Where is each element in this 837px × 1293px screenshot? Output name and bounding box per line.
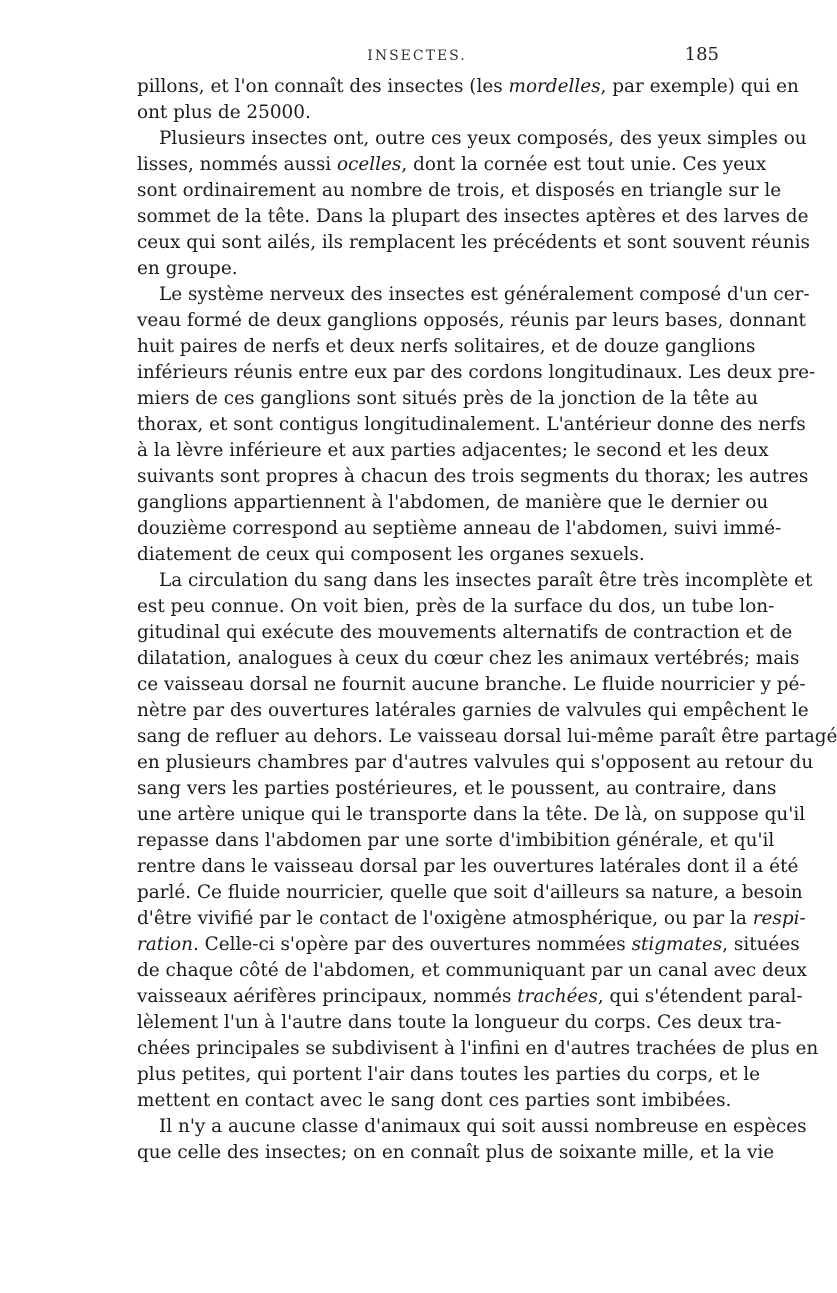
text-line	[115, 828, 775, 854]
text-line	[115, 672, 806, 698]
text-run: thorax, et sont contigus longitudinalement. L'antérieur donne des nerfs	[137, 414, 806, 435]
text-line	[115, 204, 809, 230]
text-run: , qui s'étendent paral-	[597, 986, 803, 1007]
text-run: ceux qui sont ailés, ils remplacent les précédents et sont souvent réunis	[137, 232, 810, 253]
text-line	[115, 100, 719, 126]
text-line	[115, 282, 810, 308]
paragraph	[115, 568, 837, 1114]
text-run: lisses, nommés aussi	[137, 154, 338, 175]
text-run: sang vers les parties postérieures, et le poussent, au contraire, dans	[137, 778, 777, 799]
text-line	[115, 412, 806, 438]
text-line	[115, 360, 816, 386]
text-line	[115, 906, 806, 932]
body-text	[115, 74, 837, 1166]
text-line	[115, 646, 800, 672]
text-line	[115, 152, 767, 178]
text-run: Plusieurs insectes ont, outre ces yeux composés, des yeux simples ou	[159, 128, 807, 149]
text-line	[115, 698, 809, 724]
text-run: à la lèvre inférieure et aux parties adjacentes; le second et les deux	[137, 440, 769, 461]
text-line	[115, 1140, 775, 1166]
text-run: rentre dans le vaisseau dorsal par les ouvertures latérales dont il a été	[137, 856, 799, 877]
text-run: gitudinal qui exécute des mouvements alternatifs de contraction et de	[137, 622, 793, 643]
text-run: une artère unique qui le transporte dans la tête. De là, on suppose qu'il	[137, 804, 806, 825]
text-line	[115, 126, 807, 152]
text-run: douzième correspond au septième anneau de l'abdomen, suivi immé-	[137, 518, 782, 539]
text-run: vaisseaux aérifères principaux, nommés	[137, 986, 518, 1007]
text-run: inférieurs réunis entre eux par des cordons longitudinaux. Les deux pre-	[137, 362, 816, 383]
italic-term: ocelles	[337, 154, 402, 175]
text-line	[115, 542, 719, 568]
text-run: Il n'y a aucune classe d'animaux qui soit aussi nombreuse en espèces	[159, 1116, 807, 1137]
text-line	[115, 802, 806, 828]
running-header	[115, 44, 719, 74]
paragraph	[115, 126, 810, 282]
italic-term: ration	[137, 934, 193, 955]
text-line	[115, 516, 782, 542]
text-line	[115, 386, 759, 412]
text-run: de chaque côté de l'abdomen, et communiquant par un canal avec deux	[137, 960, 807, 981]
italic-term: stigmates	[631, 934, 723, 955]
text-run: ganglions appartiennent à l'abdomen, de manière que le dernier ou	[137, 492, 769, 513]
text-line	[115, 178, 782, 204]
text-line	[115, 594, 775, 620]
text-run: en plusieurs chambres par d'autres valvules qui s'opposent au retour du	[137, 752, 814, 773]
text-line	[115, 620, 793, 646]
text-run: suivants sont propres à chacun des trois segments du thorax; les autres	[137, 466, 809, 487]
text-line	[115, 74, 799, 100]
text-run: ont plus de 25000.	[137, 102, 311, 123]
text-run: ce vaisseau dorsal ne fournit aucune branche. Le fluide nourricier y pé-	[137, 674, 806, 695]
text-run: , dont la cornée est tout unie. Ces yeux	[401, 154, 767, 175]
text-run: lèlement l'un à l'autre dans toute la longueur du corps. Ces deux tra-	[137, 1012, 782, 1033]
text-run: est peu connue. On voit bien, près de la surface du dos, un tube lon-	[137, 596, 775, 617]
text-line	[115, 256, 719, 282]
text-run: diatement de ceux qui composent les organes sexuels.	[137, 544, 645, 565]
text-run: pillons, et l'on connaît des insectes (les	[137, 76, 509, 97]
page-number: 185	[684, 44, 719, 65]
running-title: INSECTES.	[367, 48, 467, 64]
paragraph	[115, 1114, 807, 1166]
text-line	[115, 724, 837, 750]
text-line	[115, 776, 777, 802]
text-run: . Celle-ci s'opère par des ouvertures nommées	[192, 934, 632, 955]
text-line	[115, 1062, 761, 1088]
italic-term: mordelles	[508, 76, 601, 97]
text-line	[115, 230, 810, 256]
text-line	[115, 854, 799, 880]
text-run: veau formé de deux ganglions opposés, réunis par leurs bases, donnant	[137, 310, 806, 331]
text-run: en groupe.	[137, 258, 238, 279]
text-run: repasse dans l'abdomen par une sorte d'imbibition générale, et qu'il	[137, 830, 775, 851]
text-line	[115, 568, 813, 594]
text-run: dilatation, analogues à ceux du cœur chez les animaux vertébrés; mais	[137, 648, 800, 669]
text-line	[115, 1036, 819, 1062]
text-run: , situées	[722, 934, 800, 955]
text-run: Le système nerveux des insectes est généralement composé d'un cer-	[159, 284, 810, 305]
text-line	[115, 1088, 732, 1114]
text-line	[115, 984, 803, 1010]
text-run: sang de refluer au dehors. Le vaisseau dorsal lui-même paraît être partagé	[137, 726, 837, 747]
italic-term: trachées	[517, 986, 598, 1007]
paragraph	[115, 282, 816, 568]
text-run: mettent en contact avec le sang dont ces parties sont imbibées.	[137, 1090, 732, 1111]
book-page	[115, 44, 837, 1166]
text-run: huit paires de nerfs et deux nerfs solitaires, et de douze ganglions	[137, 336, 756, 357]
text-run: d'être vivifié par le contact de l'oxigène atmosphérique, ou par la	[137, 908, 753, 929]
text-run: , par exemple) qui en	[600, 76, 799, 97]
text-run: chées principales se subdivisent à l'infini en d'autres trachées de plus en	[137, 1038, 819, 1059]
text-run: sommet de la tête. Dans la plupart des insectes aptères et des larves de	[137, 206, 809, 227]
text-run: que celle des insectes; on en connaît plus de soixante mille, et la vie	[137, 1142, 775, 1163]
italic-term: respi-	[752, 908, 806, 929]
text-line	[115, 1010, 782, 1036]
text-line	[115, 464, 809, 490]
text-line	[115, 1114, 807, 1140]
text-run: sont ordinairement au nombre de trois, et disposés en triangle sur le	[137, 180, 782, 201]
text-run: La circulation du sang dans les insectes paraît être très incomplète et	[159, 570, 813, 591]
text-run: nètre par des ouvertures latérales garnies de valvules qui empêchent le	[137, 700, 809, 721]
text-line	[115, 438, 769, 464]
text-run: miers de ces ganglions sont situés près de la jonction de la tête au	[137, 388, 759, 409]
text-line	[115, 958, 807, 984]
text-line	[115, 880, 803, 906]
text-run: parlé. Ce fluide nourricier, quelle que soit d'ailleurs sa nature, a besoin	[137, 882, 803, 903]
text-run: plus petites, qui portent l'air dans toutes les parties du corps, et le	[137, 1064, 761, 1085]
text-line	[115, 308, 806, 334]
paragraph	[115, 74, 799, 126]
text-line	[115, 750, 814, 776]
text-line	[115, 334, 756, 360]
text-line	[115, 490, 769, 516]
text-line	[115, 932, 800, 958]
